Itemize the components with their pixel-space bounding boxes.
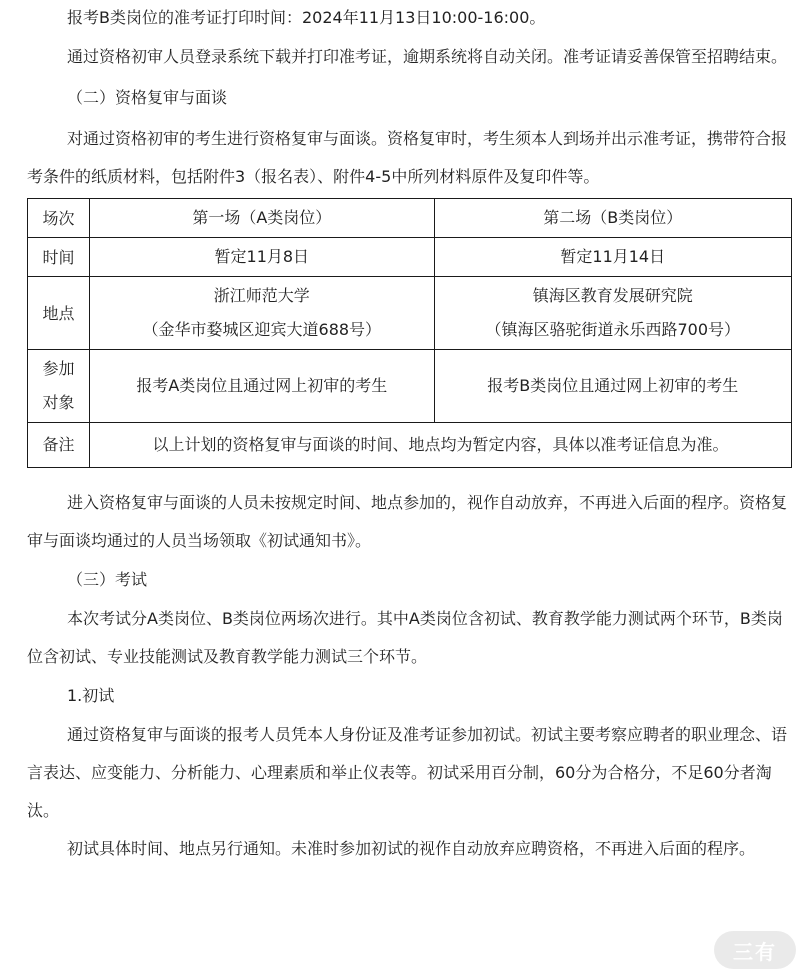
- subsection-heading-preliminary: 1.初试: [67, 686, 115, 705]
- place-label: 地点: [28, 277, 90, 350]
- review-intro-paragraph: 对通过资格初审的考生进行资格复审与面谈。资格复审时，考生须本人到场并出示准考证，携带符合报考条件的纸质材料，包括附件3（报名表）、附件4-5中所列材料原件及复印件等。: [27, 129, 788, 186]
- place-session-a: [90, 277, 434, 350]
- table-header-label: 场次: [28, 199, 90, 238]
- table-row: [28, 238, 792, 277]
- time-label: 时间: [28, 238, 90, 277]
- section-heading-review: （二）资格复审与面谈: [67, 88, 228, 107]
- place-b-address: （镇海区骆驼街道永乐西路700号）: [485, 320, 741, 339]
- exam-structure-paragraph: 本次考试分A类岗位、B类岗位两场次进行。其中A类岗位含初试、教育教学能力测试两个环节，B类岗位含初试、专业技能测试及教育教学能力测试三个环节。: [27, 609, 783, 666]
- schedule-table: [27, 198, 792, 468]
- target-label: [28, 350, 90, 423]
- place-session-b: [434, 277, 791, 350]
- table-header-session-a: 第一场（A类岗位）: [90, 199, 434, 238]
- place-a-address: （金华市婺城区迎宾大道688号）: [142, 320, 382, 339]
- table-row: [28, 423, 792, 468]
- admission-ticket-paragraph: 通过资格初审人员登录系统下载并打印准考证，逾期系统将自动关闭。准考证请妥善保管至招聘结束。: [67, 47, 788, 66]
- print-time-paragraph: 报考B类岗位的准考证打印时间：2024年11月13日10:00-16:00。: [67, 8, 546, 27]
- target-label-line1: 参加: [42, 359, 75, 378]
- note-label: 备注: [28, 423, 90, 468]
- target-label-line2: 对象: [42, 393, 75, 412]
- preliminary-schedule-paragraph: 初试具体时间、地点另行通知。未准时参加初试的视作自动放弃应聘资格，不再进入后面的程序。: [67, 839, 756, 858]
- table-header-session-b: 第二场（B类岗位）: [434, 199, 791, 238]
- table-row: [28, 199, 792, 238]
- place-a-name: 浙江师范大学: [213, 286, 310, 305]
- target-session-b: 报考B类岗位且通过网上初审的考生: [434, 350, 791, 423]
- section-heading-exam: （三）考试: [67, 570, 148, 589]
- watermark-badge: 三有: [714, 931, 796, 969]
- preliminary-exam-paragraph: 通过资格复审与面谈的报考人员凭本人身份证及准考证参加初试。初试主要考察应聘者的职业理念、语言表达、应变能力、分析能力、心理素质和举止仪表等。初试采用百分制，60分为合格分，不足60分者淘汰。: [27, 725, 788, 820]
- time-session-a: 暂定11月8日: [90, 238, 434, 277]
- absence-rule-paragraph: 进入资格复审与面谈的人员未按规定时间、地点参加的，视作自动放弃，不再进入后面的程序。资格复审与面谈均通过的人员当场领取《初试通知书》。: [27, 493, 788, 550]
- note-text: 以上计划的资格复审与面谈的时间、地点均为暂定内容，具体以准考证信息为准。: [90, 423, 792, 468]
- place-b-name: 镇海区教育发展研究院: [532, 286, 693, 305]
- time-session-b: 暂定11月14日: [434, 238, 791, 277]
- table-row: [28, 350, 792, 423]
- target-session-a: 报考A类岗位且通过网上初审的考生: [90, 350, 434, 423]
- table-row: [28, 277, 792, 350]
